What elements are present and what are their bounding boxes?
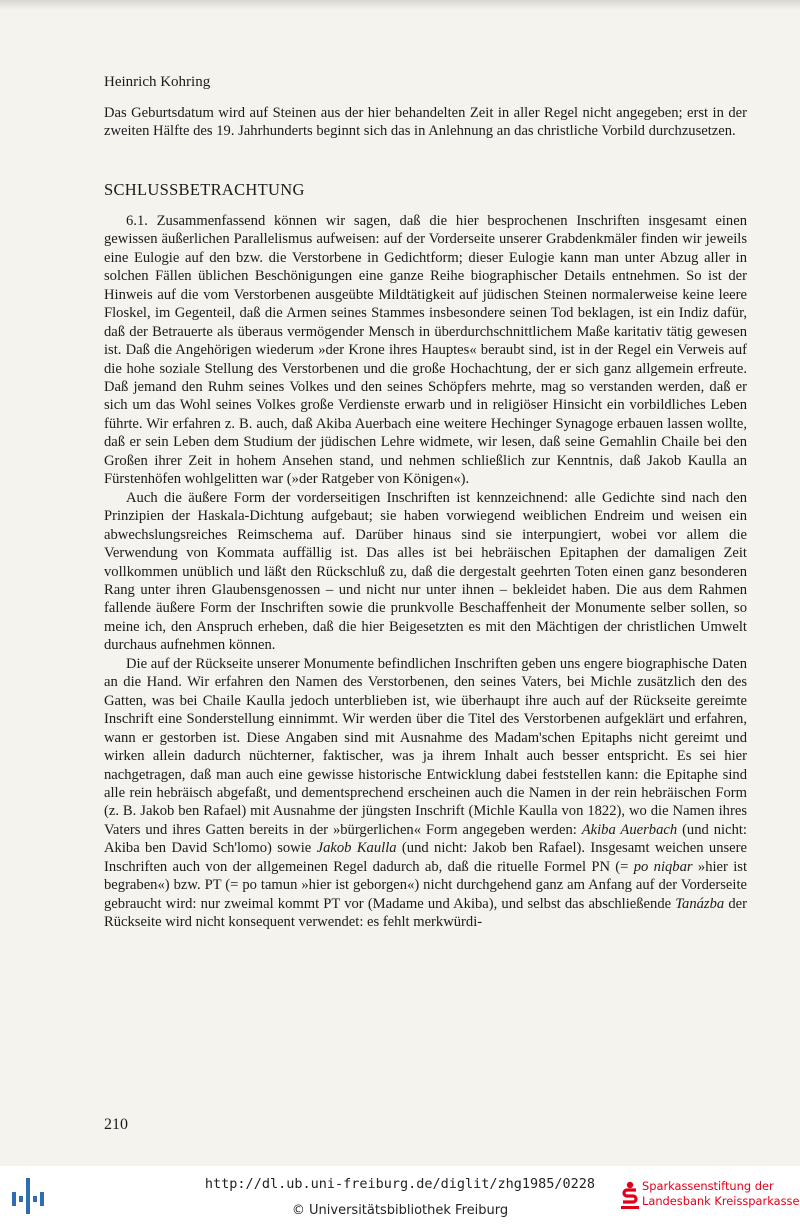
text-run: (und nicht: Akiba ben David Sch'lomo) sowie: [104, 821, 747, 857]
permalink[interactable]: http://dl.ub.uni-freiburg.de/diglit/zhg1985/0228: [204, 1176, 596, 1192]
sparkasse-logo-icon: [620, 1181, 640, 1211]
text-run: (und nicht: Jakob ben Rafael). Insgesamt weichen unsere Inschriften auch von der allgemeinen Regel dadurch ab, daß die rituelle Formel PN (=: [104, 840, 747, 875]
text-run: Die auf der Rückseite unserer Monumente befindlichen Inschriften geben uns engere biographische Daten an die Hand. Wir erfahren den Namen des Verstorbenen, den seines Vaters, bei Michle zusätzlich den des Gatten, was bei Chaile Kaulla jedoch unterblieben ist, wie überhaupt ihre auch auf der Rückseite gereimte Inschrift eine Sonderstellung einnimmt. Wir werden über die Titel des Verstorbenen aufgeklärt und erfahren, wann er gestorben ist. Diese Angaben sind mit Ausnahme des Madam'schen Epitaphs nicht gereimt und wirken allein dadurch nüchterner, faktischer, was ja ihrem Inhalt auch besser entspricht. Es sei hier nachgetragen, daß man auch eine gewisse historische Entwicklung dabei feststellen kann: die Epitaphe sind alle rein hebräisch abgefaßt, und dementsprechend erscheinen auch die Namen in der rein hebräischen Form (z. B. Jakob ben Rafael) mit Ausnahme der jüngsten Inschrift (Michle Kaulla von 1822), wo die Namen ihres Vaters und ihres Gatten bereits in der »bürgerlichen« Form angegeben werden:: [104, 655, 747, 838]
paragraph-summary: 6.1. Zusammenfassend können wir sagen, daß die hier besprochenen Inschriften insgesamt einen gewissen äußerlichen Parallelismus aufweisen: auf der Vorderseite unserer Grabdenkmäler finden wir jeweils eine Eulogie auf den bzw. die Verstorbene in Gedichtform; dieser Eulogie kann man unter Abzug aller in solchen Fällen üblichen Beschönigungen eine ganze Reihe biographischer Details entnehmen. So ist der Hinweis auf die vom Verstorbenen ausgeübte Mildtätigkeit auf jüdischen Steinen normalerweise keine leere Floskel, im Gegenteil, daß die Armen seines Stammes insbesondere seinen Tod beklagen, ist ein Indiz dafür, daß der Betrauerte als überaus vermögender Mensch in überdurchschnittlichem Maße karitativ tätig gewesen ist. Daß die Angehörigen wiederum »der Krone ihres Hauptes« beraubt sind, ist in der Regel ein Verweis auf die hohe soziale Stellung des Verstorbenen und die große Hochachtung, der er sich ganz allgemein erfreute. Daß jemand den Ruhm seines Volkes und den seines Schöpfers mehrte, mag so verstanden werden, daß er sich um das Wohl seines Volkes große Verdienste erwarb und in religiöser Hinsicht ein vorbildliches Leben führte. Wir erfahren z. B. auch, daß Akiba Auerbach eine weitere Hechinger Synagoge erbauen lassen wollte, daß er sein Leben dem Studium der jüdischen Lehre widmete, wir lesen, daß seine Gemahlin Chaile bei den Großen ihrer Zeit in hohem Ansehen stand, und nehmen schließlich zur Kenntnis, daß Jakob Kaulla an Fürstenhöfen wohlgelitten war (»der Ratgeber von Königen«).: [104, 212, 747, 488]
running-head: Heinrich Kohring: [104, 74, 211, 90]
page-number: 210: [104, 1116, 128, 1133]
library-logo-graphic: [8, 1176, 48, 1216]
italic-name-jakob: Jakob Kaulla: [316, 840, 397, 857]
italic-name-akiba: Akiba Auerbach: [581, 821, 678, 838]
digitization-footer: [0, 1166, 800, 1226]
copyright-notice: © Universitätsbibliothek Freiburg: [291, 1203, 509, 1218]
library-logo-icon[interactable]: [8, 1176, 48, 1216]
sponsor-line-1: Sparkassenstiftung der: [642, 1179, 774, 1193]
text-run: der Rückseite wird nicht konsequent verwendet: es fehlt merkwürdi-: [104, 895, 747, 931]
section-heading: SCHLUSSBETRACHTUNG: [104, 179, 305, 199]
italic-term-tanazba: Tanázba: [675, 895, 725, 912]
body-text: [104, 104, 747, 932]
text-run: »hier ist begraben«) bzw. PT (= po tamun »hier ist geborgen«) nicht durchgehend ganz am Anfang auf der Vorderseite gebraucht wird: nur zweimal kommt PT vor (Madame und Akiba), und selbst das abschließende: [104, 858, 747, 912]
intro-paragraph: Das Geburtsdatum wird auf Steinen aus der hier behandelten Zeit in aller Regel nicht angegeben; erst in der zweiten Hälfte des 19. Jahrhunderts beginnt sich das in Anlehnung an das christliche Vorbild durchzusetzen.: [104, 105, 747, 140]
sponsor-line-2: Landesbank Kreissparkasse: [642, 1193, 800, 1208]
paragraph-form: Auch die äußere Form der vorderseitigen Inschriften ist kennzeichnend: alle Gedichte sind nach den Prinzipien der Haskala-Dichtung aufgebaut; sie haben vorwiegend weiblichen Endreim und weisen ein abwechslungsreiches Reimschema auf. Darüber hinaus sind sie interpungiert, wobei vor allem die Verwendung von Kommata auffällig ist. Das alles ist bei hebräischen Epitaphen der damaligen Zeit vollkommen unüblich und läßt den Rückschluß zu, daß die dergestalt geehrten Toten einen ganz besonderen Rang unter ihren Glaubensgenossen – und nicht nur unter ihnen – bekleidet haben. Die aus dem Rahmen fallende äußere Form der Inschriften sowie die prunkvolle Beschaffenheit der Monumente selber sollen, so meine ich, den Anspruch erheben, daß die hier Beigesetzten es mit den Mächtigen der christlichen Umwelt durchaus aufnehmen können.: [104, 489, 747, 654]
sponsor-block[interactable]: [620, 1179, 800, 1219]
sponsor-name: [642, 1179, 798, 1208]
italic-term-po-niqbar: po niqbar: [633, 858, 693, 875]
paragraph-reverse-side: [104, 655, 747, 932]
